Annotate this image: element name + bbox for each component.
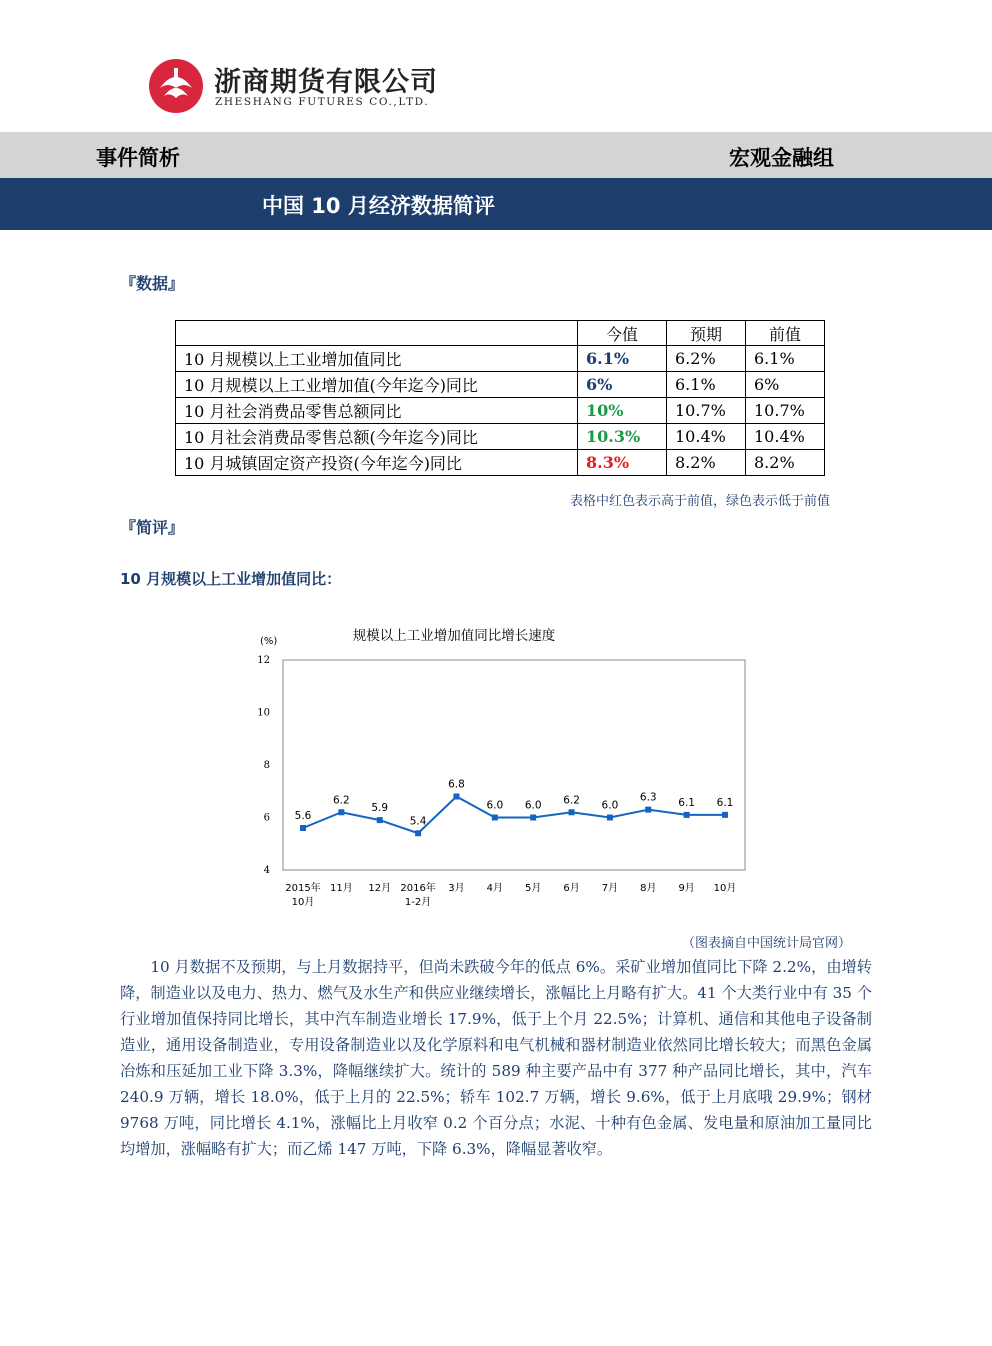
table-header-cell (176, 321, 578, 346)
x-tick-label: 4月 (486, 883, 504, 894)
current-value: 6% (578, 372, 667, 398)
current-value: 10.3% (578, 424, 667, 450)
current-value: 8.3% (578, 450, 667, 476)
data-label: 6.8 (448, 778, 465, 791)
section-data-heading: 『数据』 (120, 274, 185, 293)
y-tick-label: 10 (257, 707, 270, 719)
expected-value: 10.7% (667, 398, 746, 424)
x-tick-label: 7月 (601, 883, 619, 894)
data-point (338, 809, 344, 815)
chart-title: 规模以上工业增加值同比增长速度 (352, 628, 556, 644)
x-tick-label: 12月 (368, 883, 392, 894)
chart-heading: 10 月规模以上工业增加值同比： (120, 570, 342, 588)
x-tick-label: 5月 (524, 883, 542, 894)
data-label: 6.3 (639, 791, 657, 804)
y-tick-label: 6 (263, 812, 270, 824)
table-header-row (176, 321, 825, 346)
page-title: 中国 10 月经济数据简评 (262, 194, 495, 218)
table-header-cell: 预期 (667, 321, 746, 346)
x-tick-label: 3月 (448, 883, 465, 894)
company-name-cn: 浙商期货有限公司 (214, 67, 438, 98)
previous-value: 10.7% (746, 398, 825, 424)
chart-ylabel: (%) (260, 636, 278, 647)
data-point (530, 815, 536, 821)
x-tick-label: 9月 (678, 883, 695, 894)
data-table (175, 320, 825, 476)
x-tick-label: 11月 (329, 883, 353, 894)
previous-value: 8.2% (746, 450, 825, 476)
title-band (0, 178, 992, 230)
table-row (176, 424, 825, 450)
body-paragraph: 10 月数据不及预期，与上月数据持平，但尚未跌破今年的低点 6%。采矿业增加值同比下降 2.2%，由增转降，制造业以及电力、热力、燃气及水生产和供应业继续增长，涨幅比上月略有扩大。41 个大类行业中有 35 个行业增加值保持同比增长，其中汽车制造业增长 17.9%，低于上个月 22.5%；计算机、通信和其他电子设备制造业，通用设备制造业，专用设备制造业以及化学原料和电气机械和器材制造业依然同比增长较大；而黑色金属冶炼和压延加工业下降 3.3%，降幅继续扩大。统计的 589 种主要产品中有 377 种产品同比增长，其中，汽车 240.9 万辆，增长 18.0%，低于上月的 22.5%；轿车 102.7 万辆，增长 9.6%，低于上月底哦 29.9%；钢材 9768 万吨，同比增长 4.1%，涨幅比上月收窄 0.2 个百分点；水泥、十种有色金属、发电量和原油加工量同比均增加，涨幅略有扩大；而乙烯 147 万吨，下降 6.3%，降幅显著收窄。 (120, 958, 872, 1158)
zheshang-logo-icon (148, 58, 204, 114)
previous-value: 6% (746, 372, 825, 398)
data-label: 5.6 (294, 810, 312, 822)
data-label: 6.0 (601, 799, 619, 812)
table-note: 表格中红色表示高于前值，绿色表示低于前值 (570, 494, 831, 509)
expected-value: 6.1% (667, 372, 746, 398)
data-point (492, 815, 498, 821)
row-label: 10 月社会消费品零售总额同比 (176, 398, 578, 424)
report-group: 宏观金融组 (729, 146, 834, 170)
table-row (176, 450, 825, 476)
table-header-cell: 今值 (578, 321, 667, 346)
x-tick-label: 8月 (640, 883, 657, 894)
data-label: 6.0 (486, 799, 504, 812)
expected-value: 8.2% (667, 450, 746, 476)
data-label: 6.2 (333, 794, 350, 807)
company-logo (148, 58, 438, 118)
current-value: 10% (578, 398, 667, 424)
table-header-cell: 前值 (746, 321, 825, 346)
data-point (684, 812, 690, 818)
data-point (453, 794, 459, 800)
chart-source: （图表摘自中国统计局官网） (682, 936, 852, 951)
previous-value: 6.1% (746, 346, 825, 372)
row-label: 10 月规模以上工业增加值(今年迄今)同比 (176, 372, 578, 398)
data-label: 6.0 (524, 799, 542, 812)
data-point (645, 807, 651, 813)
x-tick-label: 6月 (563, 883, 580, 894)
line-chart (248, 620, 768, 920)
x-tick-label: 2015年 10月 (285, 883, 321, 908)
current-value: 6.1% (578, 346, 667, 372)
row-label: 10 月城镇固定资产投资(今年迄今)同比 (176, 450, 578, 476)
row-label: 10 月规模以上工业增加值同比 (176, 346, 578, 372)
data-point (415, 830, 421, 836)
expected-value: 10.4% (667, 424, 746, 450)
data-label: 6.1 (678, 796, 695, 809)
section-comment-heading: 『简评』 (120, 518, 185, 537)
plot-area (283, 660, 745, 870)
row-label: 10 月社会消费品零售总额(今年迄今)同比 (176, 424, 578, 450)
previous-value: 10.4% (746, 424, 825, 450)
data-point (569, 809, 575, 815)
data-point (300, 825, 306, 831)
header-band (0, 132, 992, 178)
y-tick-label: 12 (257, 655, 270, 666)
data-label: 5.4 (409, 815, 427, 828)
expected-value: 6.2% (667, 346, 746, 372)
x-tick-label: 2016年 1-2月 (400, 883, 436, 908)
series-line (303, 797, 725, 834)
data-label: 6.2 (563, 794, 580, 807)
table-row (176, 398, 825, 424)
data-point (722, 812, 728, 818)
table-row (176, 372, 825, 398)
data-label: 5.9 (371, 802, 389, 815)
table-row (176, 346, 825, 372)
y-tick-label: 8 (263, 760, 270, 771)
company-name-en: ZHESHANG FUTURES CO.,LTD. (215, 96, 430, 108)
data-label: 6.1 (716, 796, 734, 809)
data-point (377, 817, 383, 823)
y-tick-label: 4 (263, 865, 270, 876)
data-point (607, 815, 613, 821)
report-category: 事件简析 (96, 146, 180, 170)
x-tick-label: 10月 (713, 883, 737, 894)
